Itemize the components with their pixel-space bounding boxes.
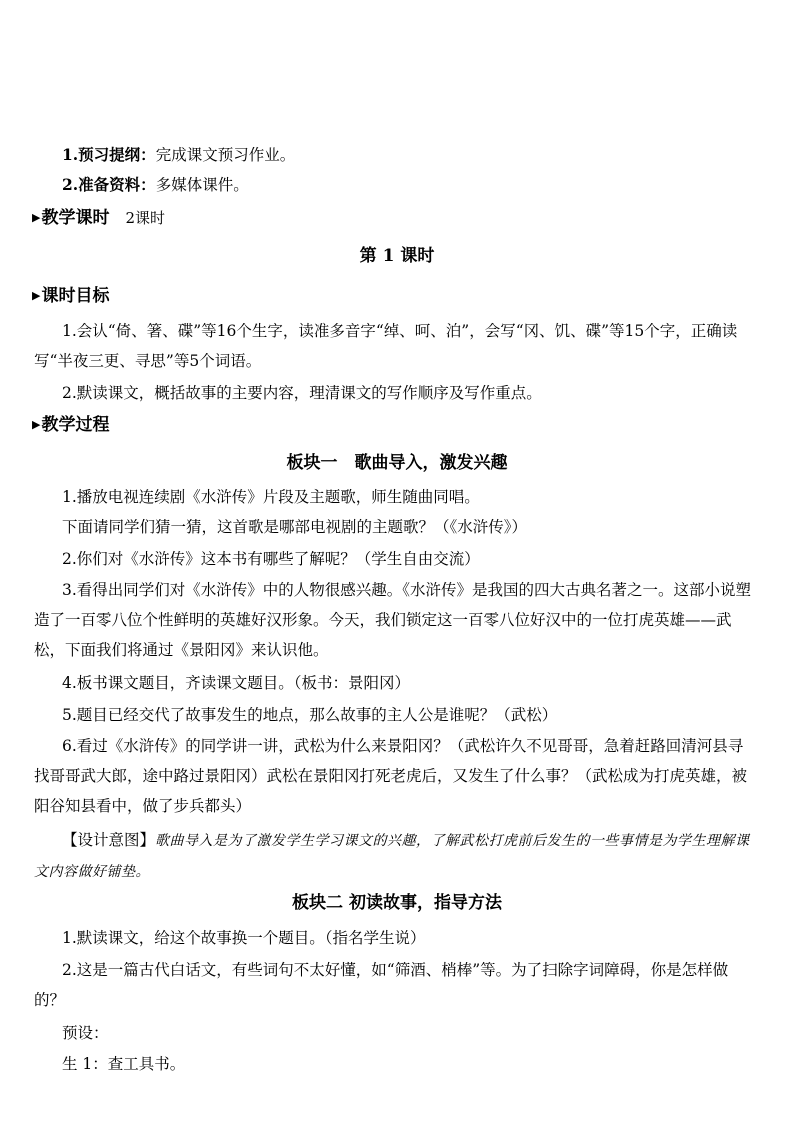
prep-label: 2.准备资料： [62,175,156,194]
prep-label: 1.预习提纲： [62,145,156,164]
triangle-bullet-icon: ▶ [32,211,41,224]
lesson-title: 第 1 课时 [359,246,435,266]
prep-text: 完成课文预习作业。 [155,146,296,164]
objectives-heading: ▶课时目标 [32,286,110,306]
prep-text: 多媒体课件。 [155,176,249,194]
triangle-bullet-icon: ▶ [32,289,41,302]
block1-paragraph: 5.题目已经交代了故事发生的地点，那么故事的主人公是谁呢？（武松） [62,706,558,724]
objective-item-1: 1.会认“倚、箸、碟”等16个生字，读准多音字“绰、呵、泊”，会写“冈、饥、碟”等15个字，正确读写“半夜三更、寻思”等5个词语。 [34,322,738,370]
design-intent-text: 歌曲导入是为了激发学生学习课文的兴趣，了解武松打虎前后发生的一些事情是为学生理解课文内容做好铺垫。 [34,833,750,880]
objective-item-2: 2.默读课文，概括故事的主要内容，理清课文的写作顺序及写作重点。 [62,384,542,402]
triangle-bullet-icon: ▶ [32,418,41,431]
block2-paragraph: 1.默读课文，给这个故事换一个题目。（指名学生说） [62,929,426,947]
block1-paragraph: 3.看得出同学们对《水浒传》中的人物很感兴趣。《水浒传》是我国的四大古典名著之一。这部小说塑造了一百零八位个性鲜明的英雄好汉形象。今天，我们锁定这一百零八位好汉中的一位打虎英雄——武松，下面我们将通过《景阳冈》来认识他。 [34,581,752,659]
block1-paragraph: 下面请同学们猜一猜，这首歌是哪部电视剧的主题歌？（《水浒传》） [62,518,528,536]
block2-paragraph: 2.这是一篇古代白话文，有些词句不太好懂，如“筛酒、梢棒”等。为了扫除字词障碍，你是怎样做的？ [34,961,729,1009]
process-heading: ▶教学过程 [32,415,110,435]
block2-paragraph: 生 1：查工具书。 [62,1055,186,1073]
prep-item-1 [62,145,295,165]
design-intent-note [34,825,756,887]
lesson-hours-value: 2课时 [125,209,166,227]
block1-paragraph: 4.板书课文题目，齐读课文题目。（板书：景阳冈） [62,674,411,692]
block2-paragraph: 预设： [62,1024,109,1042]
prep-item-2 [62,175,249,195]
block1-paragraph: 6.看过《水浒传》的同学讲一讲，武松为什么来景阳冈？（武松许久不见哥哥，急着赶路回清河县寻找哥哥武大郎，途中路过景阳冈）武松在景阳冈打死老虎后，又发生了什么事？（武松成为打虎英雄，被阳谷知县看中，做了步兵都头） [34,737,748,815]
block2-title: 板块二 初读故事，指导方法 [292,893,502,913]
lesson-hours-heading: ▶教学课时 2课时 [32,208,166,228]
block1-paragraph: 2.你们对《水浒传》这本书有哪些了解呢？（学生自由交流） [62,550,480,568]
block1-title: 板块一 歌曲导入，激发兴趣 [286,453,508,473]
design-intent-label: 【设计意图】 [62,831,156,849]
block1-paragraph: 1.播放电视连续剧《水浒传》片段及主题歌，师生随曲同唱。 [62,488,480,506]
